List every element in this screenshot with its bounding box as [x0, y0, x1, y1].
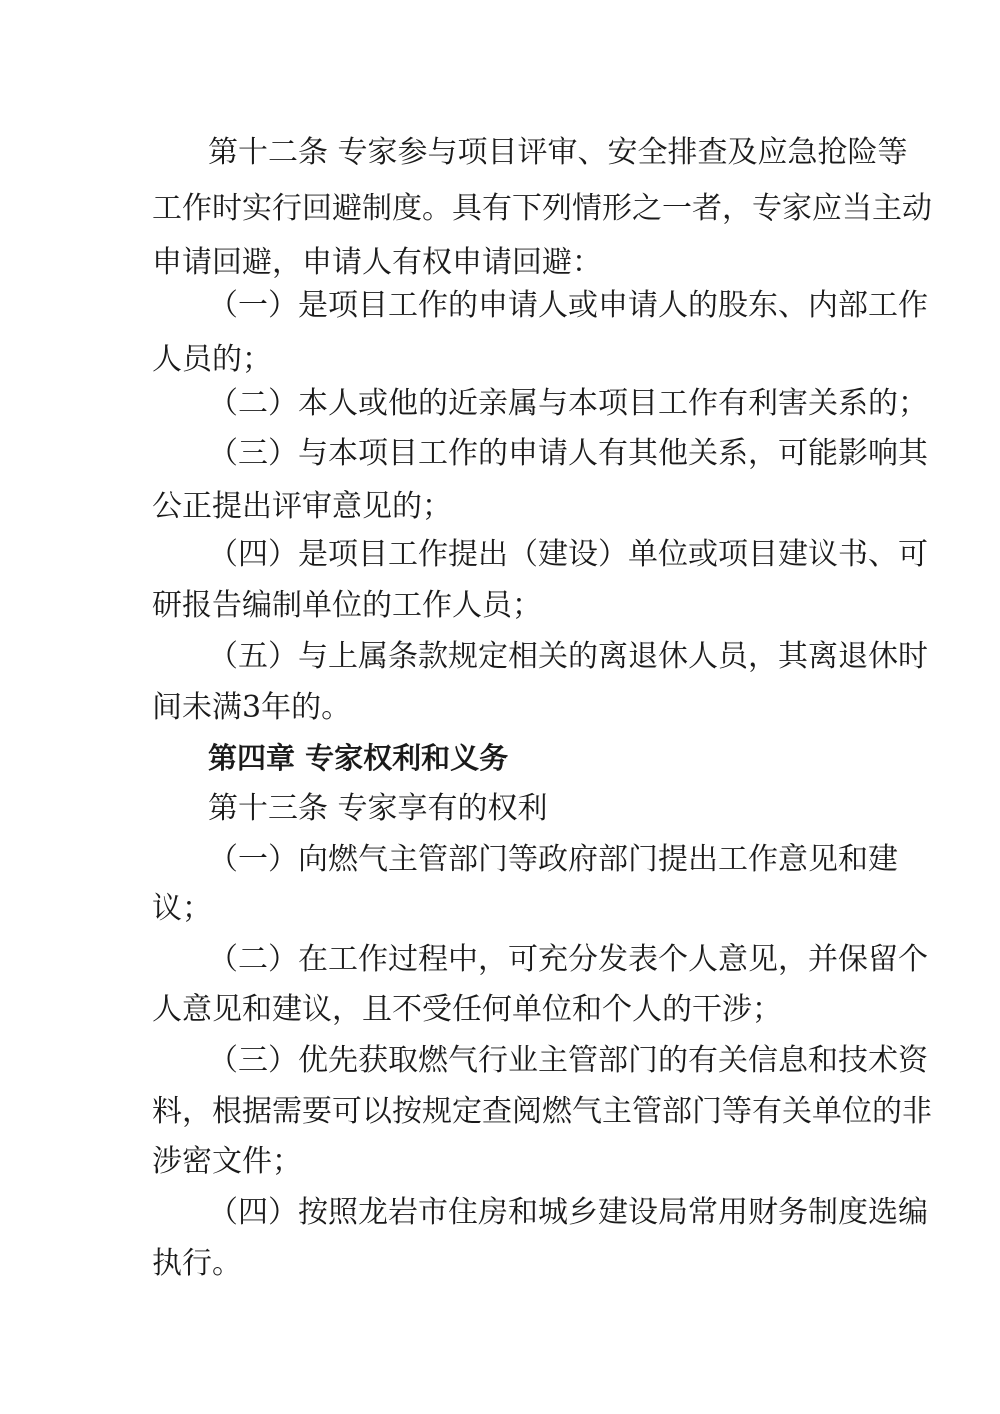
right-1-line-1: （一）向燃气主管部门等政府部门提出工作意见和建	[208, 842, 898, 877]
item-4-line-2: 研报告编制单位的工作人员；	[152, 588, 542, 623]
right-4-line-2: 执行。	[152, 1246, 242, 1281]
item-5-line-1: （五）与上属条款规定相关的离退休人员，其离退休时	[208, 639, 928, 674]
item-3-line-1: （三）与本项目工作的申请人有其他关系，可能影响其	[208, 436, 928, 471]
right-3-line-3: 涉密文件；	[152, 1144, 302, 1179]
article-13-title: 第十三条 专家享有的权利	[208, 791, 548, 826]
item-2-line-1: （二）本人或他的近亲属与本项目工作有利害关系的；	[208, 386, 928, 421]
right-3-line-2: 料，根据需要可以按规定查阅燃气主管部门等有关单位的非	[152, 1094, 932, 1129]
right-4-line-1: （四）按照龙岩市住房和城乡建设局常用财务制度选编	[208, 1195, 928, 1230]
article-12-line-3: 申请回避，申请人有权申请回避：	[152, 245, 602, 280]
right-2-line-2: 人意见和建议，且不受任何单位和个人的干涉；	[152, 992, 782, 1027]
right-3-line-1: （三）优先获取燃气行业主管部门的有关信息和技术资	[208, 1043, 928, 1078]
item-1-line-2: 人员的；	[152, 342, 272, 377]
right-2-line-1: （二）在工作过程中，可充分发表个人意见，并保留个	[208, 942, 928, 977]
item-4-line-1: （四）是项目工作提出（建设）单位或项目建议书、可	[208, 537, 928, 572]
item-3-line-2: 公正提出评审意见的；	[152, 489, 452, 524]
right-1-line-2: 议；	[152, 891, 212, 926]
item-5-line-2: 间未满3年的。	[152, 690, 352, 725]
article-12-line-1: 第十二条 专家参与项目评审、安全排查及应急抢险等	[208, 135, 908, 170]
item-1-line-1: （一）是项目工作的申请人或申请人的股东、内部工作	[208, 288, 928, 323]
article-12-line-2: 工作时实行回避制度。具有下列情形之一者，专家应当主动	[152, 191, 932, 226]
chapter-4-heading: 第四章 专家权利和义务	[208, 741, 509, 775]
